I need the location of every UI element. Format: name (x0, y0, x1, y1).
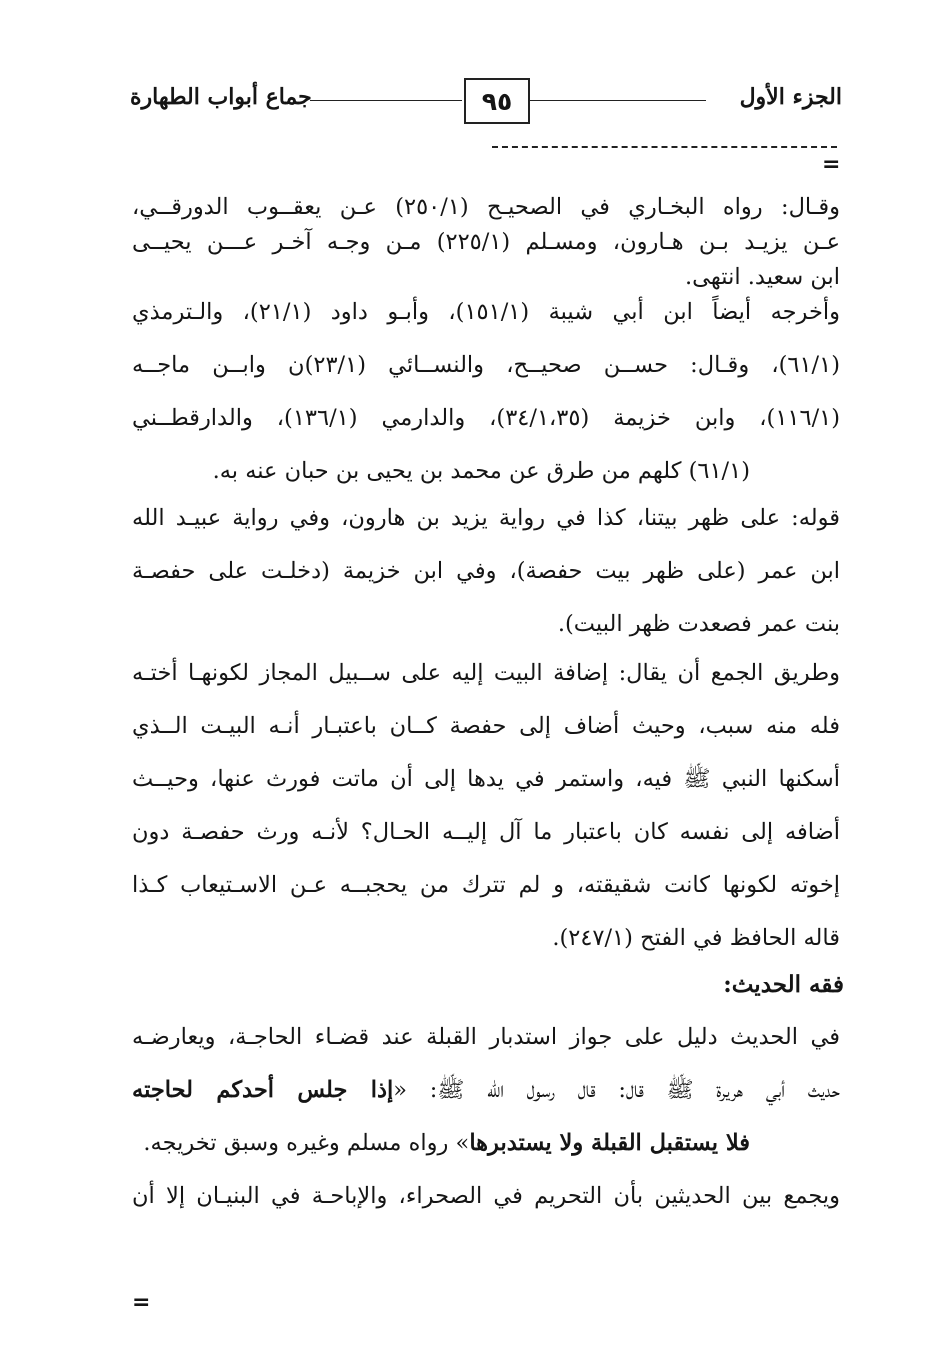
continuation-mark-top: = (822, 152, 841, 177)
paragraph-3 (132, 501, 840, 642)
paragraph-fiqh (132, 1020, 840, 1214)
text-line: عـن يزيـد بـن هـارون، ومسـلم (٢٢٥/١) مـن وجـه آخـر عـــن يحيــى (132, 229, 840, 255)
text-line: (٦١/١)، وقـال: حســن صحيــح، والنســائي (٢٣/١)ن وابــن ماجــه (132, 352, 840, 378)
paragraph-1 (132, 190, 840, 295)
text-line: قوله: على ظهر بيتنا، كذا في رواية يزيد بن هارون، وفي رواية عبيـد الله (132, 505, 840, 531)
volume-title: الجزء الأول (739, 84, 842, 110)
text-line: ابن سعيد. انتهى. (685, 264, 840, 290)
text-line: فله منه سبب، وحيث أضاف إلى حفصة كــان باعتبـار أنـه البيـت الــذي (132, 713, 840, 739)
text-line: وقـال: رواه البخـاري في الصحيـح (٢٥٠/١) عـن يعقــوب الدورقــي، (132, 194, 840, 220)
hadith-intro: حديث أبي هريرة ﷺ قال: قال رسول الله ﷺ: « (393, 1077, 840, 1103)
text-line: أسكنها النبي ﷺ فيه، واستمر في يدها إلى أن ماتت فورث عنها، وحيــث (132, 766, 840, 792)
text-line: وطريق الجمع أن يقال: إضافة البيت إليه على ســبيل المجاز لكونهـا أختـه (132, 660, 840, 686)
text-line: (٦١/١) كلهم من طرق عن محمد بن يحيى بن حبان عنه به. (212, 458, 750, 484)
text-line: قاله الحافظ في الفتح (٢٤٧/١). (552, 925, 840, 951)
text-line: ابن عمر (على ظهر بيت حفصة)، وفي ابن خزيمة (دخلـت على حفصـة (132, 558, 840, 584)
continuation-mark-bottom: = (132, 1290, 151, 1315)
section-heading: فقه الحديث: (723, 971, 844, 998)
paragraph-2 (132, 295, 840, 489)
text-line: وأخرجه أيضاً ابن أبي شيبة (١٥١/١)، وأبـو داود (٢١/١)، والـترمذي (132, 299, 840, 325)
text-line: في الحديث دليل على جواز استدبار القبلة عند قضـاء الحاجـة، ويعارضـه (132, 1024, 840, 1050)
chapter-title: جماع أبواب الطهارة (130, 84, 312, 110)
paragraph-4 (132, 656, 840, 956)
header-rule-right (530, 100, 706, 101)
page-number: ٩٥ (464, 78, 530, 124)
hadith-source: » رواه مسلم وغيره وسبق تخريجه. (143, 1130, 470, 1156)
hadith-text-bold: إذا جلس أحدكم لحاجته (132, 1077, 394, 1103)
text-line (132, 1126, 840, 1161)
hadith-text-bold: فلا يستقبل القبلة ولا يستدبرها (469, 1130, 750, 1156)
text-line: ويجمع بين الحديثين بأن التحريم في الصحراء، والإباحـة في البنيـان إلا أن (132, 1183, 840, 1209)
running-header (130, 78, 842, 124)
text-line: (١١٦/١)، وابن خزيمة (٣٤/١،٣٥)، والدارمي (١٣٦/١)، والدارقطــني (132, 405, 840, 431)
footnote-separator (492, 146, 837, 148)
text-line (132, 1073, 840, 1108)
text-line: بنت عمر فصعدت ظهر البيت). (557, 611, 840, 637)
text-line: أضافه إلى نفسه كان باعتبار ما آل إليــه الحـال؟ لأنـه ورث حفصـة دون (132, 819, 840, 845)
body-text (132, 190, 844, 1214)
text-line: إخوته لكونها كانت شقيقته، و لم تترك من يحجبــه عـن الاسـتيعاب كـذا (132, 872, 840, 898)
header-rule-left (310, 100, 462, 101)
